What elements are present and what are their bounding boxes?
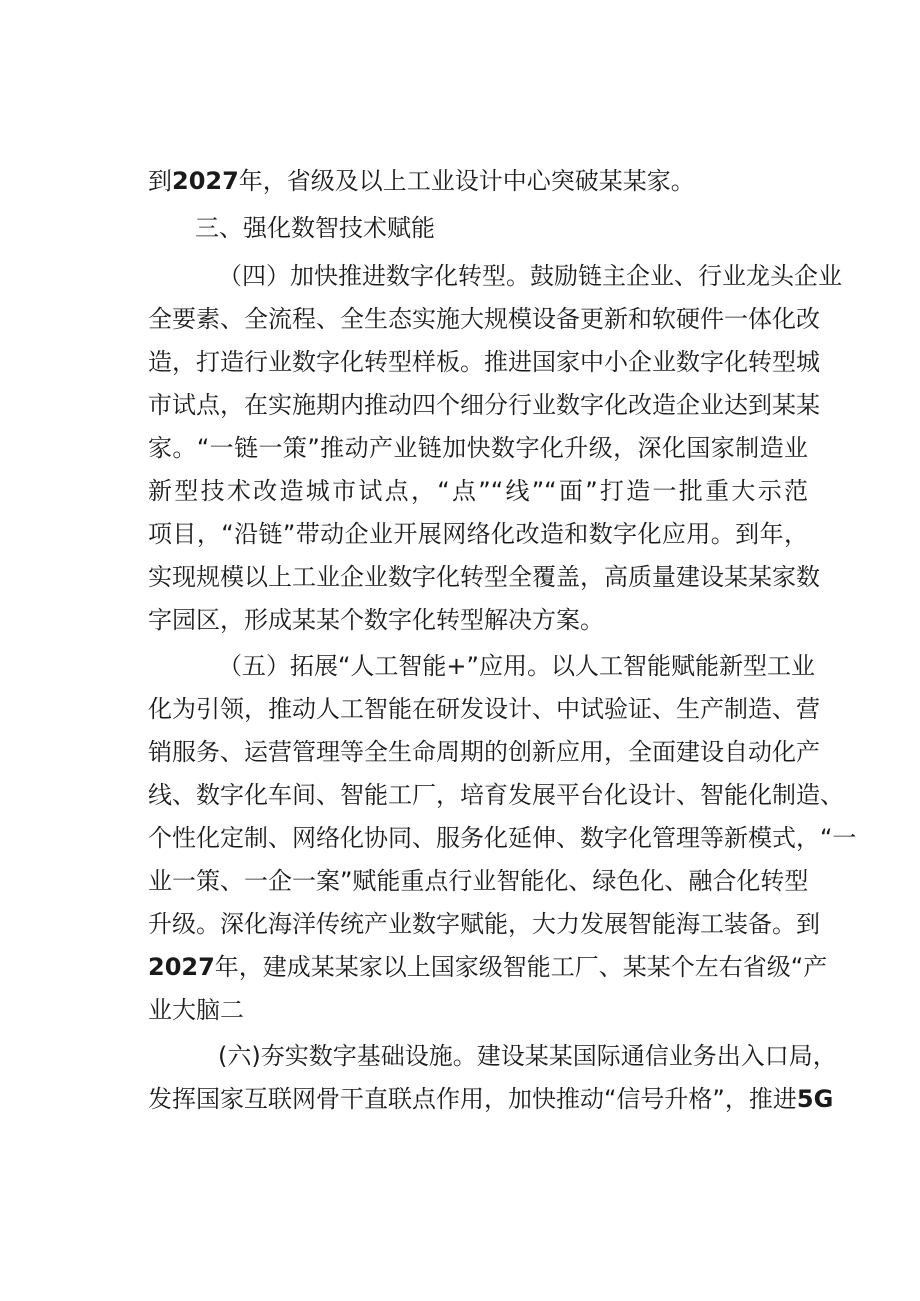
- paragraph-line: 市试点，在实施期内推动四个细分行业数字化改造企业达到某某: [148, 391, 820, 419]
- paragraph-line: 业一策、一企一案”赋能重点行业智能化、绿色化、融合化转型: [148, 867, 809, 895]
- paragraph-line: 发挥国家互联网骨干直联点作用，加快推动“信号升格”，推进5G: [148, 1085, 834, 1113]
- paragraph-line: 化为引领，推动人工智能在研发设计、中试验证、生产制造、营: [148, 695, 820, 723]
- section-heading: 三、强化数智技术赋能: [195, 214, 435, 242]
- paragraph-line: 线、数字化车间、智能工厂，培育发展平台化设计、智能化制造、: [148, 781, 844, 809]
- paragraph-line: （四）加快推进数字化转型。鼓励链主企业、行业龙头企业: [218, 262, 842, 290]
- paragraph-line: 到2027年，省级及以上工业设计中心突破某某家。: [148, 167, 695, 195]
- paragraph-line: 实现规模以上工业企业数字化转型全覆盖，高质量建设某某家数: [148, 563, 820, 591]
- paragraph-line: 项目，“沿链”带动企业开展网络化改造和数字化应用。到年，: [148, 520, 808, 548]
- paragraph-line: 家。“一链一策”推动产业链加快数字化升级，深化国家制造业: [148, 434, 808, 462]
- paragraph-line: 2027年，建成某某家以上国家级智能工厂、某某个左右省级“产: [148, 953, 828, 981]
- paragraph-line: 新型技术改造城市试点，“点”“线”“面”打造一批重大示范: [148, 477, 808, 505]
- paragraph-line: 造，打造行业数字化转型样板。推进国家中小企业数字化转型城: [148, 348, 820, 376]
- paragraph-line: 全要素、全流程、全生态实施大规模设备更新和软硬件一体化改: [148, 305, 820, 333]
- paragraph-line: 升级。深化海洋传统产业数字赋能，大力发展智能海工装备。到: [148, 910, 820, 938]
- paragraph-line: (六)夯实数字基础设施。建设某某国际通信业务出入口局，: [218, 1042, 837, 1070]
- paragraph-line: 业大脑二: [148, 996, 244, 1024]
- paragraph-line: 销服务、运营管理等全生命周期的创新应用，全面建设自动化产: [148, 738, 820, 766]
- paragraph-line: 个性化定制、网络化协同、服务化延伸、数字化管理等新模式，“一: [148, 824, 857, 852]
- paragraph-line: （五）拓展“人工智能+”应用。以人工智能赋能新型工业: [218, 652, 815, 680]
- paragraph-line: 字园区，形成某某个数字化转型解决方案。: [148, 606, 604, 634]
